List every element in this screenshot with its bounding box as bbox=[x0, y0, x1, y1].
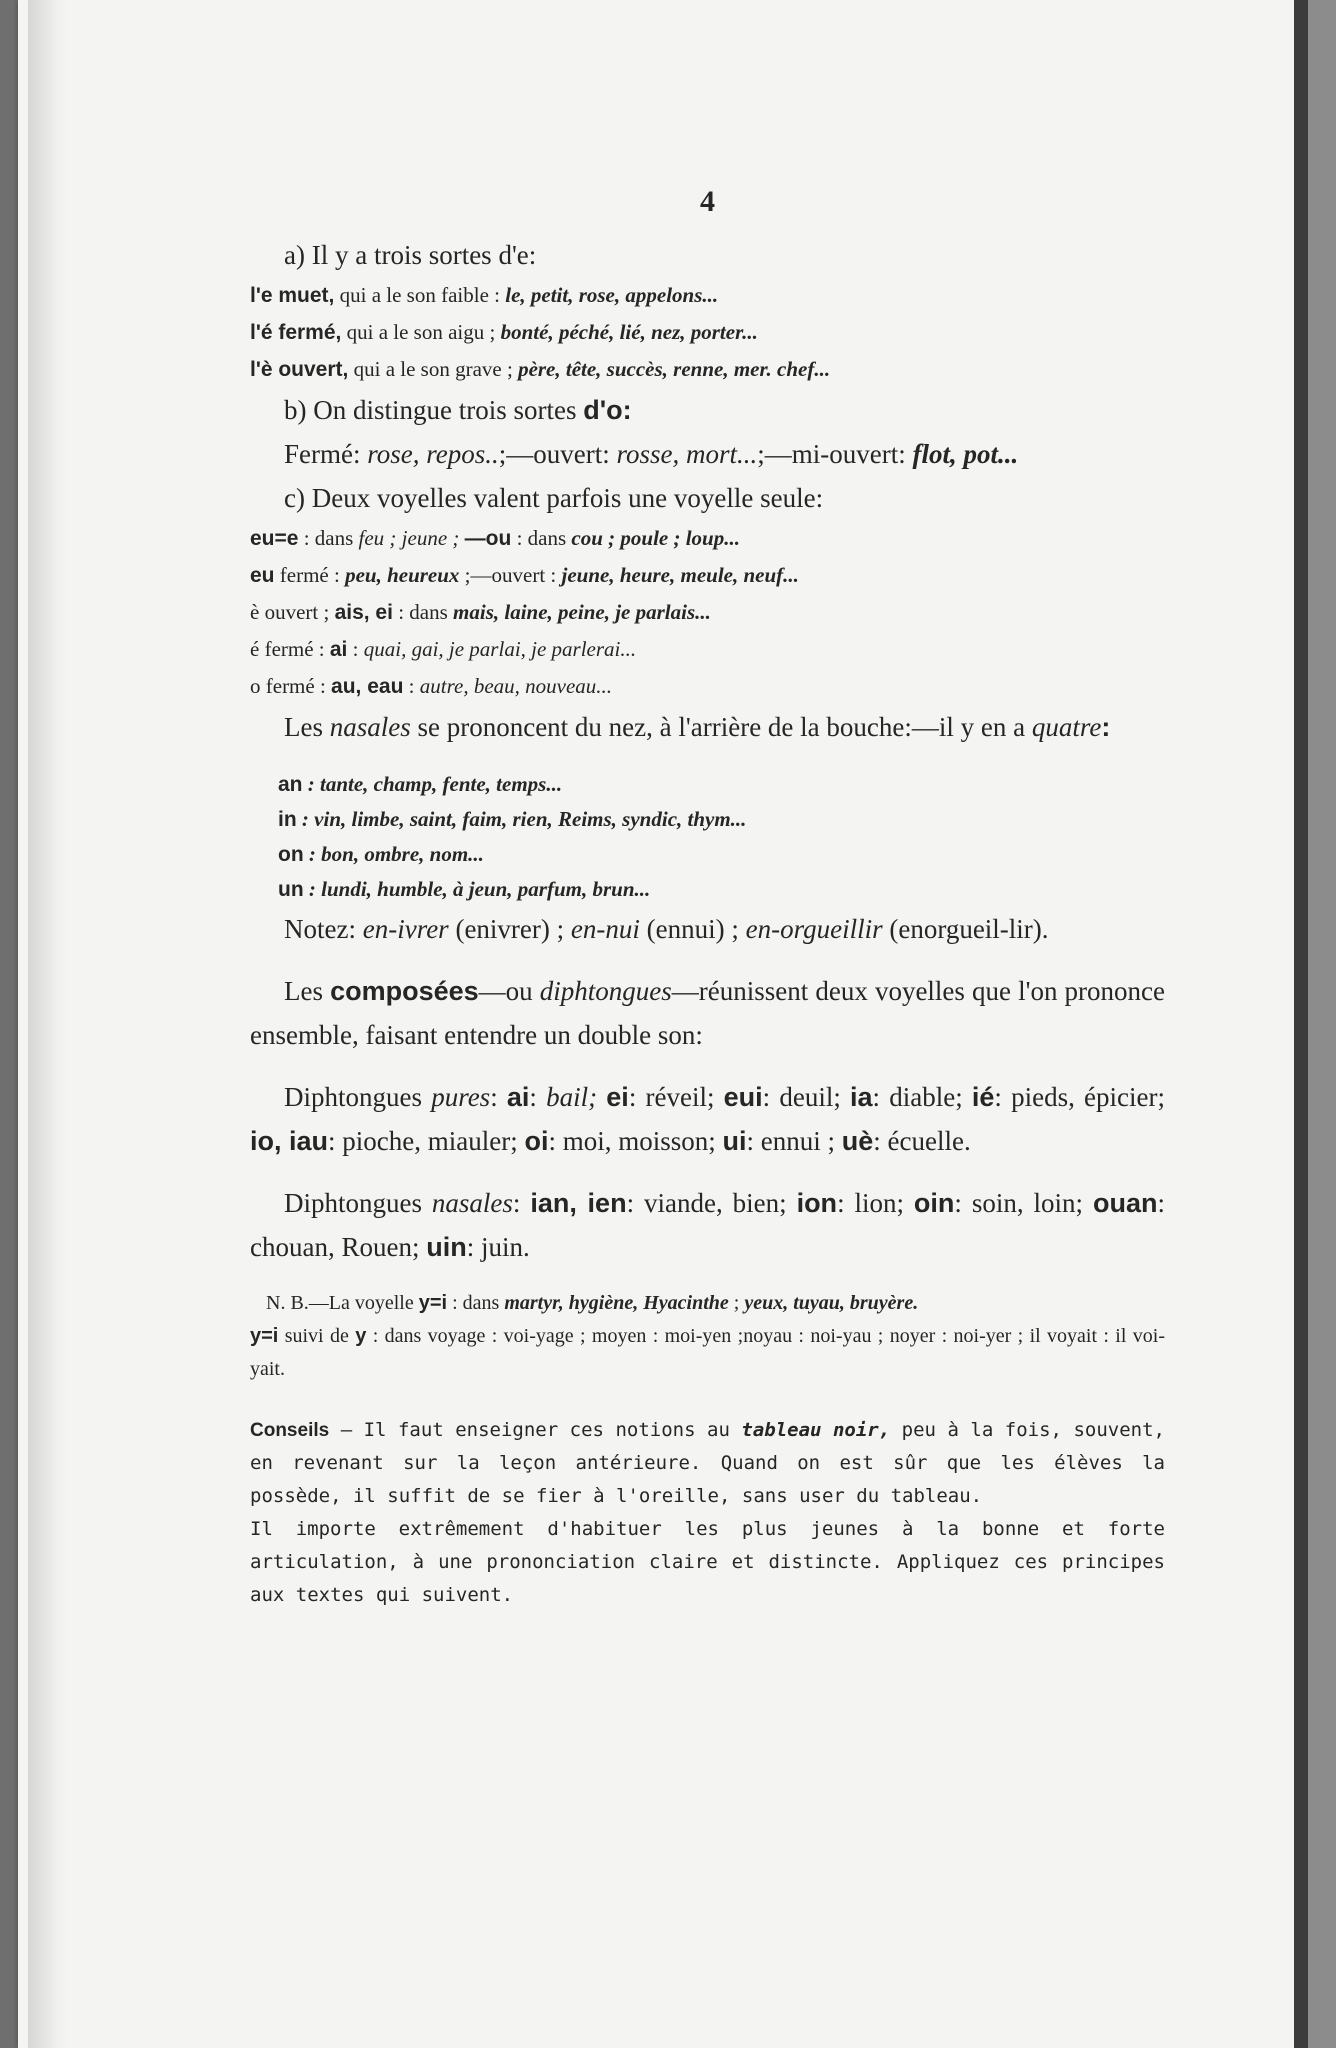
pures-text: : bbox=[490, 1082, 507, 1112]
c-row-examples: quai, gai, je parlai, je parlerai... bbox=[363, 637, 637, 661]
nasales-text: se prononcent du nez, à l'arrière de la bouche:—il y en a bbox=[410, 712, 1032, 742]
nasale-key: on bbox=[278, 843, 304, 866]
o-mi-ouvert: ;—mi-ouvert: bbox=[757, 439, 913, 469]
conseils-label: Conseils bbox=[250, 1420, 330, 1441]
o-section-heading bbox=[250, 388, 1165, 432]
pures-text: : réveil; bbox=[628, 1082, 724, 1112]
notez-term: en-ivrer bbox=[362, 914, 449, 944]
composees-text: Les bbox=[284, 976, 331, 1006]
c-row-text: é fermé : bbox=[250, 637, 330, 661]
pures-key: eui bbox=[723, 1082, 763, 1112]
c-row-examples: jeune, heure, meule, neuf... bbox=[561, 563, 799, 587]
pures-key: oi bbox=[524, 1126, 549, 1156]
c-row-text: è ouvert ; bbox=[250, 600, 335, 624]
pures-text: : pieds, épicier; bbox=[994, 1082, 1165, 1112]
pures-paragraph bbox=[250, 1075, 1165, 1163]
e-item bbox=[250, 314, 1165, 351]
notez-term: en-orgueillir bbox=[745, 914, 883, 944]
spacer bbox=[250, 1269, 1165, 1287]
c-row-examples: mais, laine, peine, je parlais... bbox=[453, 600, 711, 624]
pures-key: uè bbox=[841, 1126, 874, 1156]
c-row bbox=[250, 520, 1165, 557]
c-row-text: : dans bbox=[511, 526, 572, 550]
nasale-key: an bbox=[278, 773, 303, 796]
nb-text: : dans voyage : voi-yage ; moyen : moi-yen ;noyau : noi-yau ; noyer : noi-yer ; il voyait : il voi-yait. bbox=[250, 1325, 1165, 1380]
notez-term: en-nui bbox=[570, 914, 640, 944]
c-row-text: : dans bbox=[392, 600, 454, 624]
spacer bbox=[250, 1057, 1165, 1075]
c-row-examples: autre, beau, nouveau... bbox=[419, 674, 613, 698]
c-row bbox=[250, 557, 1165, 594]
e-item-label: l'e muet, bbox=[250, 284, 335, 307]
nasale-item bbox=[278, 872, 1165, 907]
o-ouvert-examples: rosse, mort... bbox=[616, 439, 758, 469]
pures-term: pures bbox=[431, 1082, 491, 1112]
conseils-paragraph bbox=[250, 1414, 1165, 1513]
nb-text: N. B.—La voyelle bbox=[266, 1292, 419, 1314]
page-number: 4 bbox=[700, 185, 715, 218]
scan-margin bbox=[1308, 0, 1336, 2048]
nasale-examples: : vin, limbe, saint, faim, rien, Reims, syndic, thym... bbox=[296, 807, 747, 831]
o-mi-ouvert-examples: flot, pot... bbox=[912, 439, 1019, 469]
o-ouvert: ;—ouvert: bbox=[498, 439, 617, 469]
c-row-key: ai bbox=[329, 638, 348, 661]
conseils-term: tableau noir, bbox=[741, 1419, 891, 1441]
nasale-examples: : bon, ombre, nom... bbox=[303, 842, 484, 866]
c-section-list bbox=[250, 520, 1165, 705]
nasales-count: quatre bbox=[1031, 712, 1102, 742]
pures-key: ai bbox=[506, 1082, 530, 1112]
o-ferme-examples: rose, repos.. bbox=[367, 439, 499, 469]
nd-text: : lion; bbox=[837, 1188, 914, 1218]
e-item-text: qui a le son grave ; bbox=[348, 357, 519, 381]
nd-text: : bbox=[512, 1188, 531, 1218]
pures-key: ia bbox=[850, 1082, 873, 1112]
c-row-examples: feu ; jeune ; bbox=[358, 526, 465, 550]
e-item-label: l'è ouvert, bbox=[250, 358, 349, 381]
e-item-examples: père, tête, succès, renne, mer. chef... bbox=[518, 357, 831, 381]
notez-text: (enivrer) ; bbox=[448, 914, 571, 944]
book-spine-shadow bbox=[1294, 0, 1308, 2048]
pures-text: : ennui ; bbox=[746, 1126, 842, 1156]
nasale-item bbox=[278, 802, 1165, 837]
c-row-text: fermé : bbox=[274, 563, 346, 587]
c-row-text: o fermé : bbox=[250, 674, 332, 698]
nd-key: uin bbox=[426, 1232, 467, 1262]
nd-text: : soin, loin; bbox=[954, 1188, 1093, 1218]
nasale-item bbox=[278, 837, 1165, 872]
composees-term-italic: diphtongues bbox=[539, 976, 672, 1006]
e-item bbox=[250, 351, 1165, 388]
nasales-term: nasales bbox=[329, 712, 411, 742]
nb-examples: yeux, tuyau, bruyère. bbox=[744, 1292, 919, 1314]
spacer bbox=[250, 1163, 1165, 1181]
c-section-heading: c) Deux voyelles valent parfois une voyelle seule: bbox=[284, 483, 824, 513]
spacer bbox=[250, 951, 1165, 969]
composees-text: —réunissent deux voyelles que l'on prononce ensemble, faisant entendre un double son: bbox=[250, 976, 1166, 1050]
c-row-key: ais, ei bbox=[334, 601, 393, 624]
pures-key: ei bbox=[606, 1082, 629, 1112]
nasales-diphtongues-paragraph bbox=[250, 1181, 1165, 1269]
nb-key: y=i bbox=[250, 1325, 279, 1347]
notez-text: (ennui) ; bbox=[639, 914, 746, 944]
conseils-paragraph-2: Il importe extrêmement d'habituer les plus jeunes à la bonne et forte articulation, à une prononciation claire et distincte. Appliquez ces principes aux textes qui suivent. bbox=[250, 1518, 1165, 1606]
conseils-text: peu à la fois, souvent, en revenant sur la leçon antérieure. Quand on est sûr que les élèves la possède, il suffit de se fier à l'oreille, sans user du tableau. bbox=[250, 1419, 1165, 1507]
c-row-key: —ou bbox=[464, 527, 512, 550]
nd-key: oin bbox=[913, 1188, 955, 1218]
c-row-text: : dans bbox=[298, 526, 359, 550]
e-item bbox=[250, 277, 1165, 314]
nasale-key: in bbox=[278, 808, 297, 831]
c-row bbox=[250, 668, 1165, 705]
nd-term: nasales bbox=[431, 1188, 513, 1218]
nasale-examples: : lundi, humble, à jeun, parfum, brun... bbox=[303, 877, 651, 901]
nasales-list bbox=[250, 767, 1165, 907]
e-item-text: qui a le son aigu ; bbox=[341, 320, 501, 344]
o-ferme: Fermé: bbox=[284, 439, 368, 469]
nb-text: suivi de bbox=[278, 1325, 356, 1347]
pures-text: : diable; bbox=[872, 1082, 972, 1112]
nasale-examples: : tante, champ, fente, temps... bbox=[302, 772, 563, 796]
nd-key: ouan bbox=[1092, 1188, 1158, 1218]
nasales-text: Les bbox=[284, 712, 330, 742]
pures-text: : moi, moisson; bbox=[548, 1126, 723, 1156]
e-item-examples: le, petit, rose, appelons... bbox=[505, 283, 719, 307]
nasales-intro bbox=[250, 705, 1165, 749]
nb-examples: martyr, hygiène, Hyacinthe bbox=[504, 1292, 729, 1314]
nota-bene bbox=[250, 1287, 1165, 1386]
e-item-text: qui a le son faible : bbox=[334, 283, 506, 307]
pures-key: ui bbox=[722, 1126, 747, 1156]
nb-key: y=i bbox=[418, 1292, 448, 1314]
e-item-label: l'é fermé, bbox=[250, 321, 342, 344]
nd-key: ian, ien bbox=[530, 1188, 627, 1218]
e-section-list bbox=[250, 277, 1165, 388]
pures-text: : écuelle. bbox=[873, 1126, 971, 1156]
pures-text: : pioche, miauler; bbox=[328, 1126, 525, 1156]
nd-text: Diphtongues bbox=[284, 1188, 432, 1218]
page-content bbox=[250, 185, 1165, 1612]
c-row-key: au, eau bbox=[331, 675, 404, 698]
composees-text: —ou bbox=[478, 976, 540, 1006]
pures-text: : bbox=[529, 1082, 547, 1112]
nasale-key: un bbox=[278, 878, 304, 901]
nasales-colon: : bbox=[1101, 712, 1111, 742]
o-section-body bbox=[250, 432, 1165, 476]
composees-paragraph bbox=[250, 969, 1165, 1057]
o-heading-text: b) On distingue trois sortes bbox=[284, 395, 584, 425]
c-row-examples: cou ; poule ; loup... bbox=[571, 526, 740, 550]
pures-key: ié bbox=[971, 1082, 995, 1112]
pures-key: io, iau bbox=[250, 1126, 329, 1156]
nb-text: ; bbox=[728, 1292, 745, 1314]
c-row bbox=[250, 631, 1165, 668]
c-row-text: : bbox=[347, 637, 364, 661]
notez-label: Notez: bbox=[284, 914, 363, 944]
c-row-examples: peu, heureux bbox=[345, 563, 460, 587]
nd-key: ion bbox=[796, 1188, 838, 1218]
nd-text: : viande, bien; bbox=[626, 1188, 797, 1218]
nd-text: : chouan, Rouen; bbox=[250, 1188, 1165, 1262]
nasale-item bbox=[278, 767, 1165, 802]
c-row-key: eu=e bbox=[250, 527, 299, 550]
spacer bbox=[250, 749, 1165, 767]
o-heading-bold: d'o: bbox=[583, 395, 632, 425]
c-row-text: : bbox=[403, 674, 420, 698]
pures-text bbox=[597, 1082, 606, 1112]
notez-paragraph bbox=[250, 907, 1165, 951]
c-row-key: eu bbox=[250, 564, 275, 587]
pures-text: Diphtongues bbox=[284, 1082, 432, 1112]
c-row-text: ;—ouvert : bbox=[459, 563, 562, 587]
pures-text: : deuil; bbox=[762, 1082, 851, 1112]
pures-example: bail; bbox=[546, 1082, 598, 1112]
nb-text: : dans bbox=[447, 1292, 505, 1314]
e-item-examples: bonté, péché, lié, nez, porter... bbox=[500, 320, 758, 344]
spacer bbox=[250, 1386, 1165, 1414]
c-row bbox=[250, 594, 1165, 631]
notez-text: (enorgueil-lir). bbox=[882, 914, 1049, 944]
composees-term: composées bbox=[330, 976, 479, 1006]
e-section-heading: a) Il y a trois sortes d'e: bbox=[284, 240, 537, 270]
nb-key: y bbox=[355, 1325, 367, 1347]
conseils-text: — Il faut enseigner ces notions au bbox=[329, 1419, 742, 1441]
nd-text: : juin. bbox=[466, 1232, 530, 1262]
